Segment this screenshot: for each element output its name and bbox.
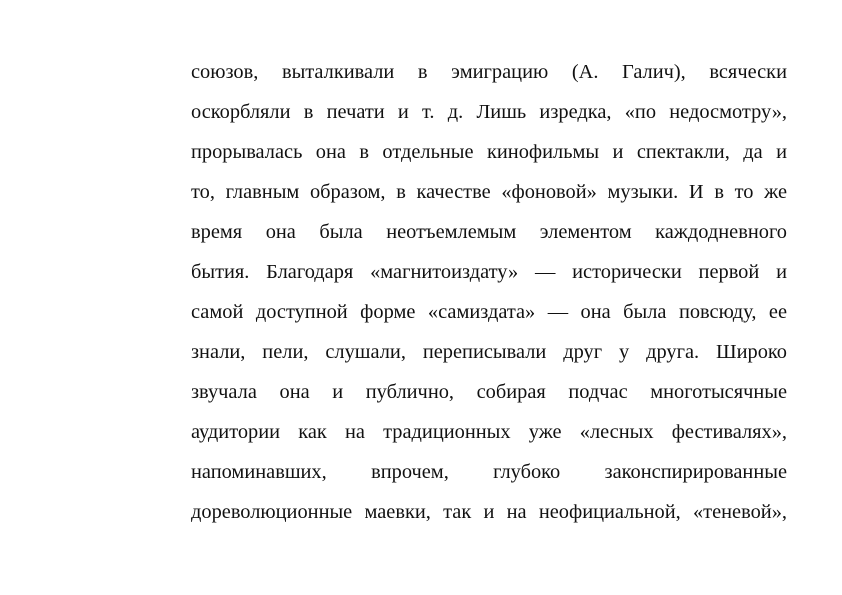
text-line: аудитории как на традиционных уже «лесных фестивалях», <box>191 421 787 443</box>
text-line: напоминавших, впрочем, глубоко законспирированные <box>191 461 787 483</box>
text-line: время она была неотъемлемым элементом каждодневного <box>191 221 787 243</box>
text-line: союзов, выталкивали в эмиграцию (А. Галич), всячески <box>191 61 787 83</box>
text-line: звучала она и публично, собирая подчас многотысячные <box>191 381 787 403</box>
text-line: то, главным образом, в качестве «фоновой» музыки. И в то же <box>191 181 787 203</box>
text-line: самой доступной форме «самиздата» — она была повсюду, ее <box>191 301 787 323</box>
text-line: бытия. Благодаря «магнитоиздату» — исторически первой и <box>191 261 787 283</box>
body-text <box>191 52 787 532</box>
text-line: оскорбляли в печати и т. д. Лишь изредка, «по недосмотру», <box>191 101 787 123</box>
text-line: прорывалась она в отдельные кинофильмы и спектакли, да и <box>191 141 787 163</box>
text-line: знали, пели, слушали, переписывали друг у друга. Широко <box>191 341 787 363</box>
text-line: дореволюционные маевки, так и на неофициальной, «теневой», <box>191 501 787 523</box>
